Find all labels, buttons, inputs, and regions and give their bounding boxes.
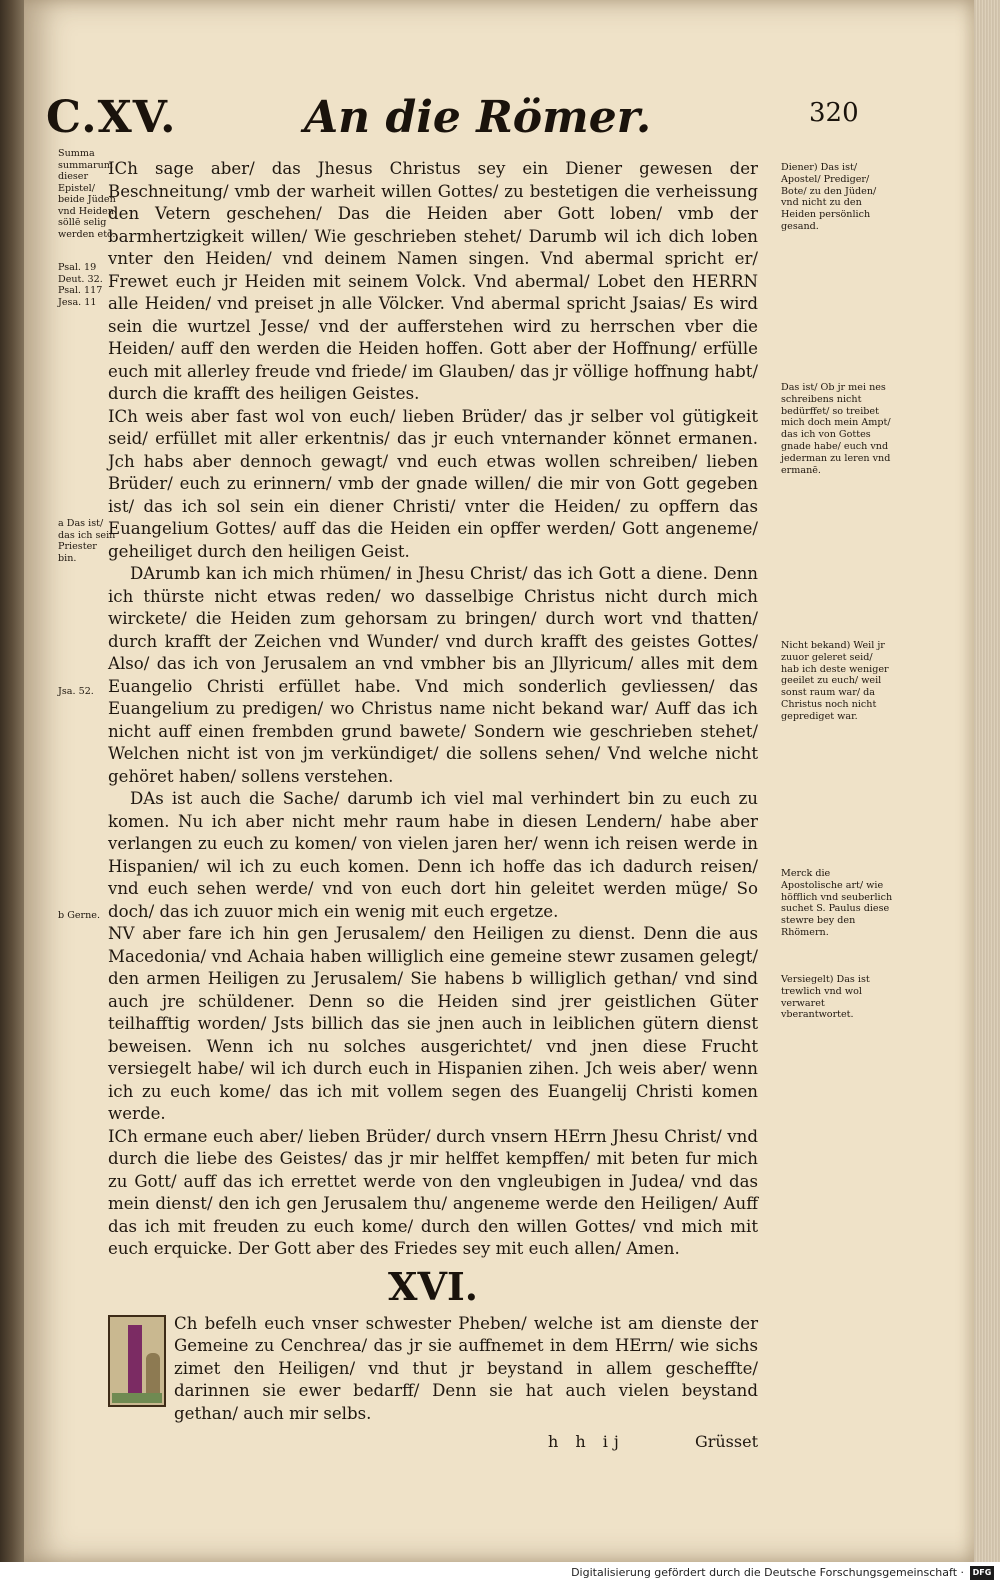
margin-note-right-5: Versiegelt) Das ist trewlich vnd wol verwaret vberantwortet. bbox=[781, 974, 870, 1021]
catchword: Grüsset bbox=[694, 1432, 758, 1451]
paragraph-4: DAs ist auch die Sache/ darumb ich viel mal verhindert bin zu euch zu komen. Nu ich aber nicht mehr raum habe in diesen Lendern/ habe aber verlangen zu euch zu komen/ von vielen jaren her/ wenn ich reisen werde in Hispanien/ wil ich zu euch komen. Denn ich hoffe das ich dadurch reisen/ vnd euch sehen werde/ vnd von euch dort hin geleitet werden müge/ So doch/ das ich zuuor mich ein wenig mit euch ergetze. bbox=[108, 789, 758, 921]
paragraph-1: ICh sage aber/ das Jhesus Christus sey ein Diener gewesen der Beschneitung/ vmb der warheit willen Gottes/ zu bestetigen die verheissung den Vetern geschehen/ Das die Heiden aber Gott loben/ vmb der barmhertzigkeit willen/ Wie geschrieben stehet/ Darumb wil ich dich loben vnter den Heiden/ vnd deinem Namen singen. Vnd abermal spricht er/ Frewet euch jr Heiden mit seinem Volck. Vnd abermal/ Lobet den HERRN alle Heiden/ vnd preiset jn alle Völcker. Vnd abermal spricht Jsaias/ Es wird sein die wurtzel Jesse/ vnd der aufferstehen wird zu herrschen vber die Heiden/ auff den werden die Heiden hoffen. Gott aber der Hoffnung/ erfülle euch mit allerley freude vnd friede/ im Glauben/ das jr völlige hoffnung habt/ durch die krafft des heiligen Geistes. bbox=[108, 159, 758, 403]
paragraph-5: NV aber fare ich hin gen Jerusalem/ den Heiligen zu dienst. Denn die aus Macedonia/ vnd Achaia haben williglich eine gemeine stewr zusamen gelegt/ den armen Heiligen zu Jerusalem/ Sie habens b williglich gethan/ vnd sind auch jre schüldener. Denn so die Heiden sind jrer geistlichen Güter teilhafftig worden/ Jsts billich das sie jnen auch in leiblichen gütern dienst beweisen. Wenn ich nu solches ausgerichtet/ vnd jnen diese Frucht versiegelt habe/ wil ich durch euch in Hispanien zihen. Jch weis aber/ wenn ich zu euch kome/ das ich mit vollem segen des Euangelij Christi komen werde. bbox=[108, 924, 758, 1123]
page-title: An die Römer. bbox=[304, 92, 652, 143]
margin-note-right-2: Das ist/ Ob jr mei nes schreibens nicht bedürffet/ so treibet mich doch mein Ampt/ das ich von Gottes gnade habe/ euch vnd jederman zu leren vnd ermanē. bbox=[781, 382, 891, 476]
margin-note-left-5: b Gerne. bbox=[58, 910, 101, 921]
margin-note-right-3: Nicht bekand) Weil jr zuuor geleret seid/ hab ich deste weniger geeilet zu euch/ weil sonst raum war/ da Christus noch nicht geprediget war. bbox=[781, 640, 889, 722]
paragraph-7: Ch befelh euch vnser schwester Pheben/ welche ist am dienste der Gemeine zu Cenchrea/ das jr sie auffnemet in dem HErrn/ wie sichs zimet den Heiligen/ vnd thut jr beystand in allem gescheffte/ darinnen sie ewer bedarff/ Denn sie hat auch vielen beystand gethan/ auch mir selbs. bbox=[174, 1313, 758, 1423]
chapter-number-xvi: XVI. bbox=[388, 1263, 478, 1309]
chapter-xvi-opening bbox=[108, 1313, 758, 1426]
margin-note-right-4: Merck die Apostolische art/ wie höfflich vnd seuberlich suchet S. Paulus diese stewre bey den Rhömern. bbox=[781, 868, 893, 938]
margin-note-left-4: Jsa. 52. bbox=[58, 686, 94, 697]
book-page bbox=[24, 0, 974, 1562]
margin-note-left-3: a Das ist/ das ich sein Priester bin. bbox=[58, 518, 116, 564]
signature-mark: h h ij bbox=[548, 1432, 625, 1451]
paragraph-6: ICh ermane euch aber/ lieben Brüder/ durch vnsern HErrn Jhesu Christ/ vnd durch die liebe des Geistes/ das jr mir helffet kempffen/ mit beten fur mich zu Gott/ auff das ich errettet werde von den vngleubigen in Judea/ vnd das mein dienst/ den ich gen Jerusalem thu/ angeneme werde den Heiligen/ Auff das ich mit freuden zu euch kome/ durch den willen Gottes/ vnd mich mit euch erquicke. Der Gott aber des Friedes sey mit euch allen/ Amen. bbox=[108, 1126, 758, 1258]
chapter-heading: C.XV. bbox=[46, 92, 177, 143]
margin-note-left-1: Summa summarum dieser Epistel/ beide Jüden vnd Heiden söllē selig werden etc. bbox=[58, 148, 116, 240]
illuminated-initial-image bbox=[108, 1315, 166, 1407]
paragraph-3: DArumb kan ich mich rhümen/ in Jhesu Christ/ das ich Gott a diene. Denn ich thürste nicht etwas reden/ wo dasselbige Christus nicht durch mich wirckete/ die Heiden zum gehorsam zu bringen/ durch wort vnd thatten/ durch krafft der Zeichen vnd Wunder/ vnd durch krafft des geistes Gottes/ Also/ das ich von Jerusalem an vnd vmbher bis an Jllyricum/ alles mit dem Euangelio Christi erfüllet habe. Vnd mich sonderlich gevliessen/ das Euangelium zu predigen/ wo Christus name nicht bekand war/ Auff das ich nicht auff einen frembden grund bawete/ Sondern wie geschrieben stehet/ Welchen nicht ist von jm verkündiget/ die sollens sehen/ Vnd welche nicht gehöret haben/ sollens verstehen. bbox=[108, 564, 758, 786]
margin-note-right-1: Diener) Das ist/ Apostel/ Prediger/ Bote/ zu den Jüden/ vnd nicht zu den Heiden persönlich gesand. bbox=[781, 162, 877, 232]
page-foot bbox=[108, 1431, 758, 1457]
folio-number: 320 bbox=[809, 98, 859, 128]
page-edges bbox=[972, 0, 1000, 1562]
dfg-logo: DFG bbox=[970, 1566, 994, 1580]
paragraph-2: ICh weis aber fast wol von euch/ lieben Brüder/ das jr selber vol gütigkeit seid/ erfüllet mit aller erkentnis/ das jr euch vnternander könnet ermanen. Jch habs aber dennoch gewagt/ vnd euch etwas wollen schreiben/ lieben Brüder/ euch zu erinnern/ vmb der gnade willen/ die mir von Gott gegeben ist/ das ich sol sein ein diener Christi/ vnter die Heiden/ zu opffern das Euangelium Gottes/ auff das die Heiden ein opffer werden/ Gott angeneme/ geheiliget durch den heiligen Geist. bbox=[108, 406, 758, 561]
book-gutter bbox=[0, 0, 26, 1562]
margin-note-left-2: Psal. 19 Deut. 32. Psal. 117 Jesa. 11 bbox=[58, 262, 103, 308]
funding-credit: Digitalisierung gefördert durch die Deutsche Forschungsgemeinschaft · bbox=[0, 1562, 1000, 1584]
main-text bbox=[108, 158, 758, 1457]
